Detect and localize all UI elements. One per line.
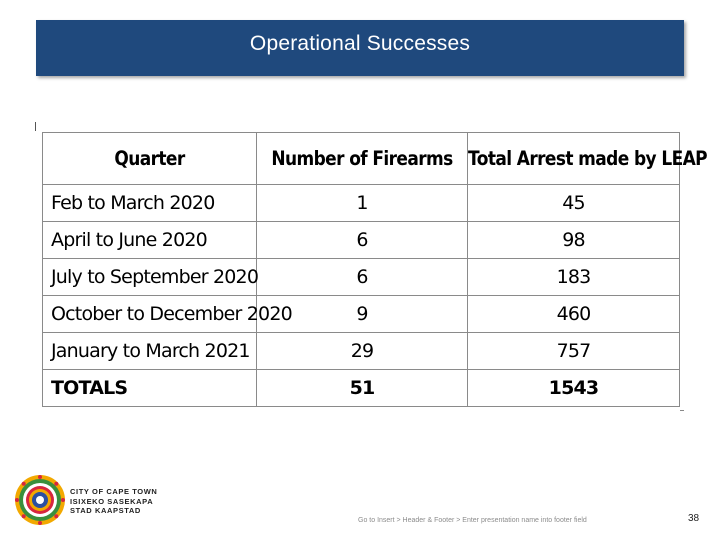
corner-mark-bottom: [680, 410, 684, 411]
header-quarter: Quarter: [43, 129, 257, 189]
cell-firearms: 6: [257, 222, 468, 259]
totals-firearms: 51: [257, 370, 468, 407]
corner-mark: [35, 122, 36, 131]
cell-firearms: 29: [257, 333, 468, 370]
cell-arrests: 757: [468, 333, 680, 370]
header-firearms: Number of Firearms: [257, 129, 468, 189]
totals-arrests: 1543: [468, 370, 680, 407]
firearms-arrests-table: [42, 132, 708, 407]
table-row: [43, 296, 680, 333]
cell-quarter: October to December 2020: [43, 296, 257, 333]
cell-arrests: 98: [468, 222, 680, 259]
cell-arrests: 183: [468, 259, 680, 296]
totals-label: TOTALS: [43, 370, 257, 407]
table-row: [43, 259, 680, 296]
footer-text: Go to Insert > Header & Footer > Enter presentation name into footer field: [358, 517, 587, 524]
organization-name: [70, 487, 157, 516]
table-row: [43, 333, 680, 370]
table-header-row: [43, 133, 680, 185]
cell-firearms: 1: [257, 185, 468, 222]
slide-title: Operational Successes: [249, 32, 471, 55]
header-arrests: Total Arrest made by LEAP: [468, 129, 680, 189]
org-line-english: CITY OF CAPE TOWN: [70, 487, 158, 496]
cell-quarter: April to June 2020: [43, 222, 257, 259]
cell-arrests: 460: [468, 296, 680, 333]
cell-arrests: 45: [468, 185, 680, 222]
table-row: [43, 185, 680, 222]
org-line-afrikaans: STAD KAAPSTAD: [70, 506, 141, 515]
title-bar: [36, 20, 684, 76]
city-of-cape-town-logo-icon: [14, 474, 66, 526]
org-line-xhosa: ISIXEKO SASEKAPA: [70, 496, 154, 506]
page-number: 38: [688, 513, 700, 524]
cell-quarter: January to March 2021: [43, 333, 257, 370]
cell-firearms: 6: [257, 259, 468, 296]
totals-row: [43, 370, 680, 407]
table-row: [43, 222, 680, 259]
cell-quarter: Feb to March 2020: [43, 185, 257, 222]
cell-firearms: 9: [257, 296, 468, 333]
cell-quarter: July to September 2020: [43, 259, 257, 296]
